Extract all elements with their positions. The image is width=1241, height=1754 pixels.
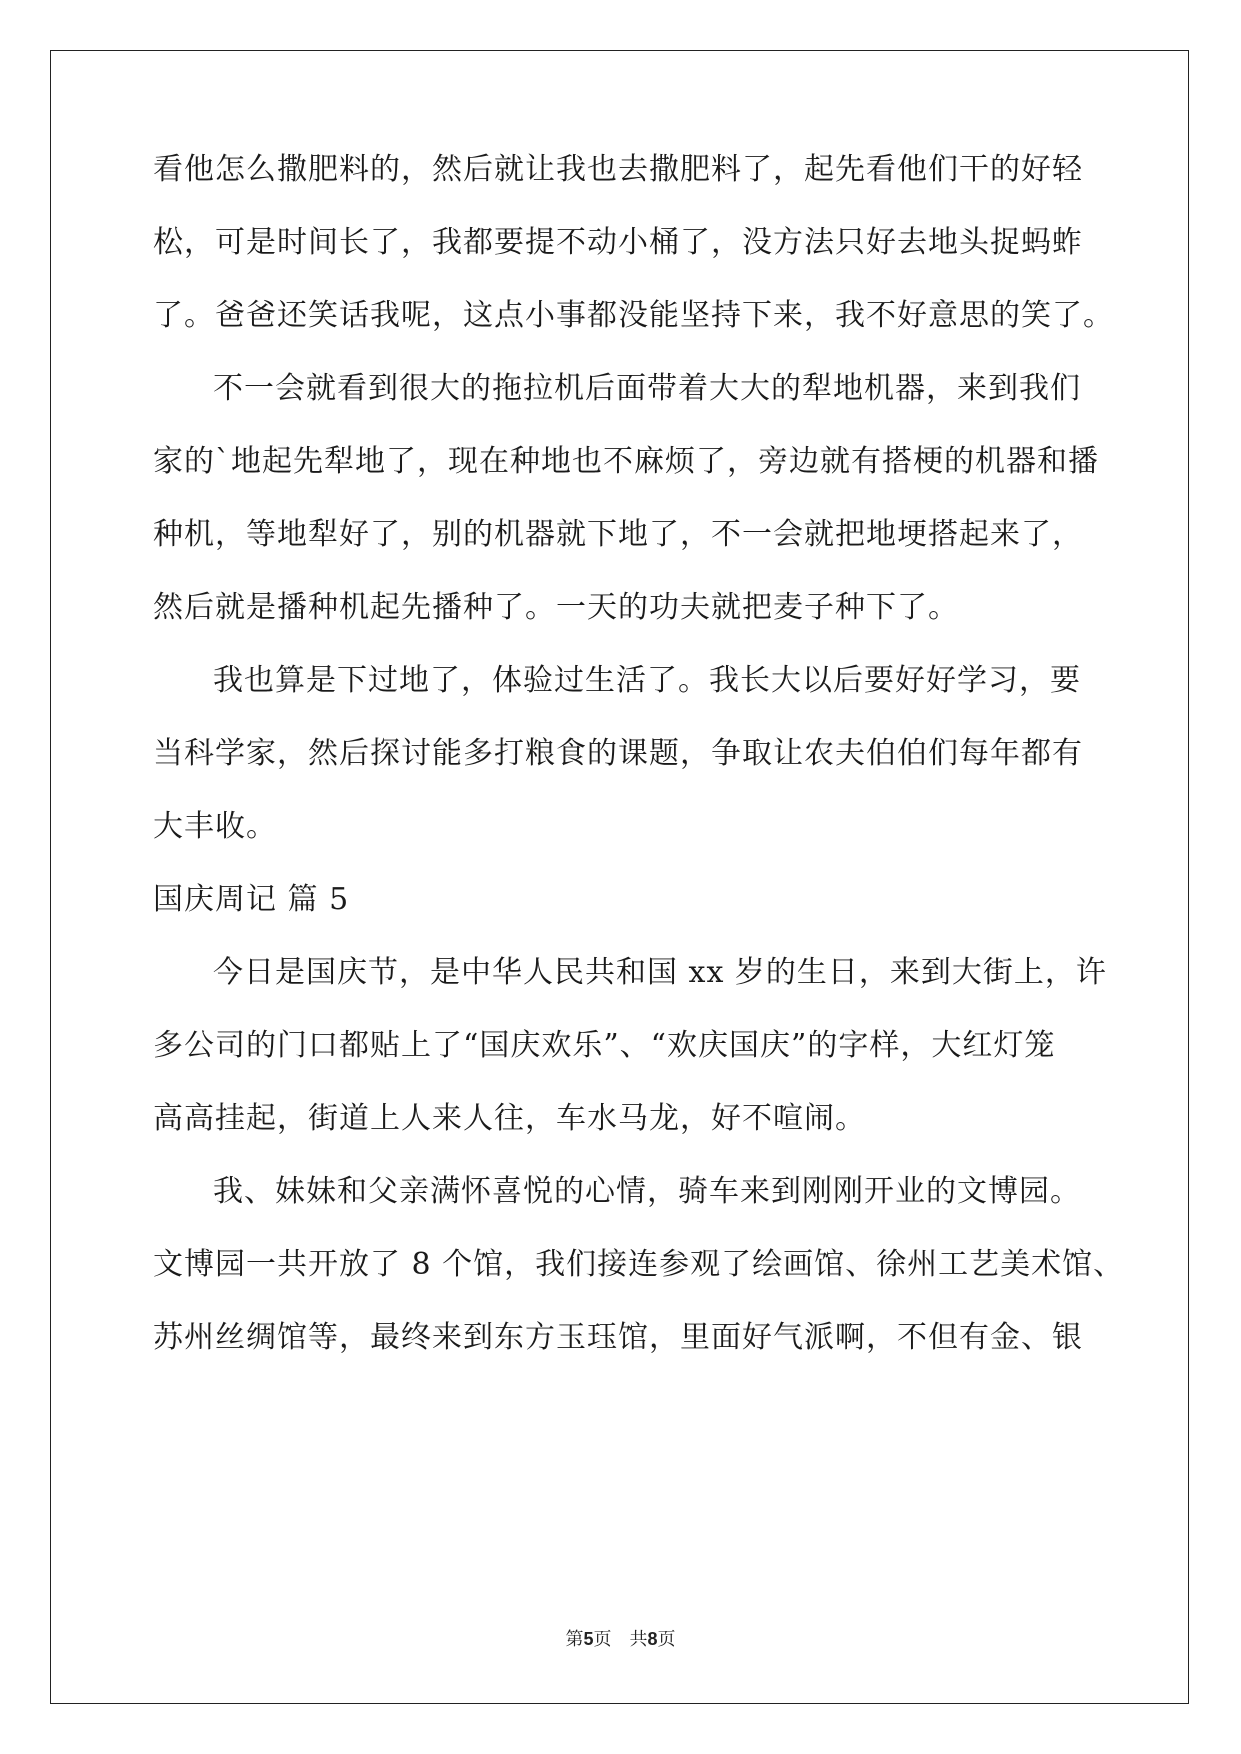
text-line: 松，可是时间长了，我都要提不动小桶了，没方法只好去地头捉蚂蚱 [153,225,1083,260]
total-suffix: 页 [657,1629,676,1650]
text-line: 苏州丝绸馆等，最终来到东方玉珏馆，里面好气派啊，不但有金、银 [153,1320,1083,1355]
text-line: 家的`地起先犁地了，现在种地也不麻烦了，旁边就有搭梗的机器和播 [153,444,1099,479]
page-suffix: 页 [593,1629,612,1650]
total-pages: 8 [647,1629,658,1649]
text-line: 多公司的门口都贴上了“国庆欢乐”、“欢庆国庆”的字样，大红灯笼 [153,1028,1056,1063]
text-line: 种机，等地犁好了，别的机器就下地了，不一会就把地埂搭起来了， [153,517,1083,552]
text-line: 大丰收。 [153,809,277,844]
text-line: 不一会就看到很大的拖拉机后面带着大大的犁地机器，来到我们 [213,371,1081,406]
page-prefix: 第 [565,1629,584,1650]
total-prefix: 共 [629,1629,648,1650]
text-line: 文博园一共开放了 8 个馆，我们接连参观了绘画馆、徐州工艺美术馆、 [153,1247,1125,1282]
text-line: 我、妹妹和父亲满怀喜悦的心情，骑车来到刚刚开业的文博园。 [213,1174,1081,1209]
text-line: 然后就是播种机起先播种了。一天的功夫就把麦子种下了。 [153,590,959,625]
text-line: 了。爸爸还笑话我呢，这点小事都没能坚持下来，我不好意思的笑了。 [153,298,1114,333]
text-line: 高高挂起，街道上人来人往，车水马龙，好不喧闹。 [153,1101,866,1136]
text-line: 看他怎么撒肥料的，然后就让我也去撒肥料了，起先看他们干的好轻 [153,152,1083,187]
text-line: 今日是国庆节，是中华人民共和国 xx 岁的生日，来到大街上，许 [213,955,1107,990]
page-footer [0,1627,1241,1652]
text-line: 我也算是下过地了，体验过生活了。我长大以后要好好学习，要 [213,663,1081,698]
page-number: 5 [583,1629,594,1649]
text-line: 当科学家，然后探讨能多打粮食的课题，争取让农夫伯伯们每年都有 [153,736,1083,771]
section-heading: 国庆周记 篇 5 [153,882,350,917]
